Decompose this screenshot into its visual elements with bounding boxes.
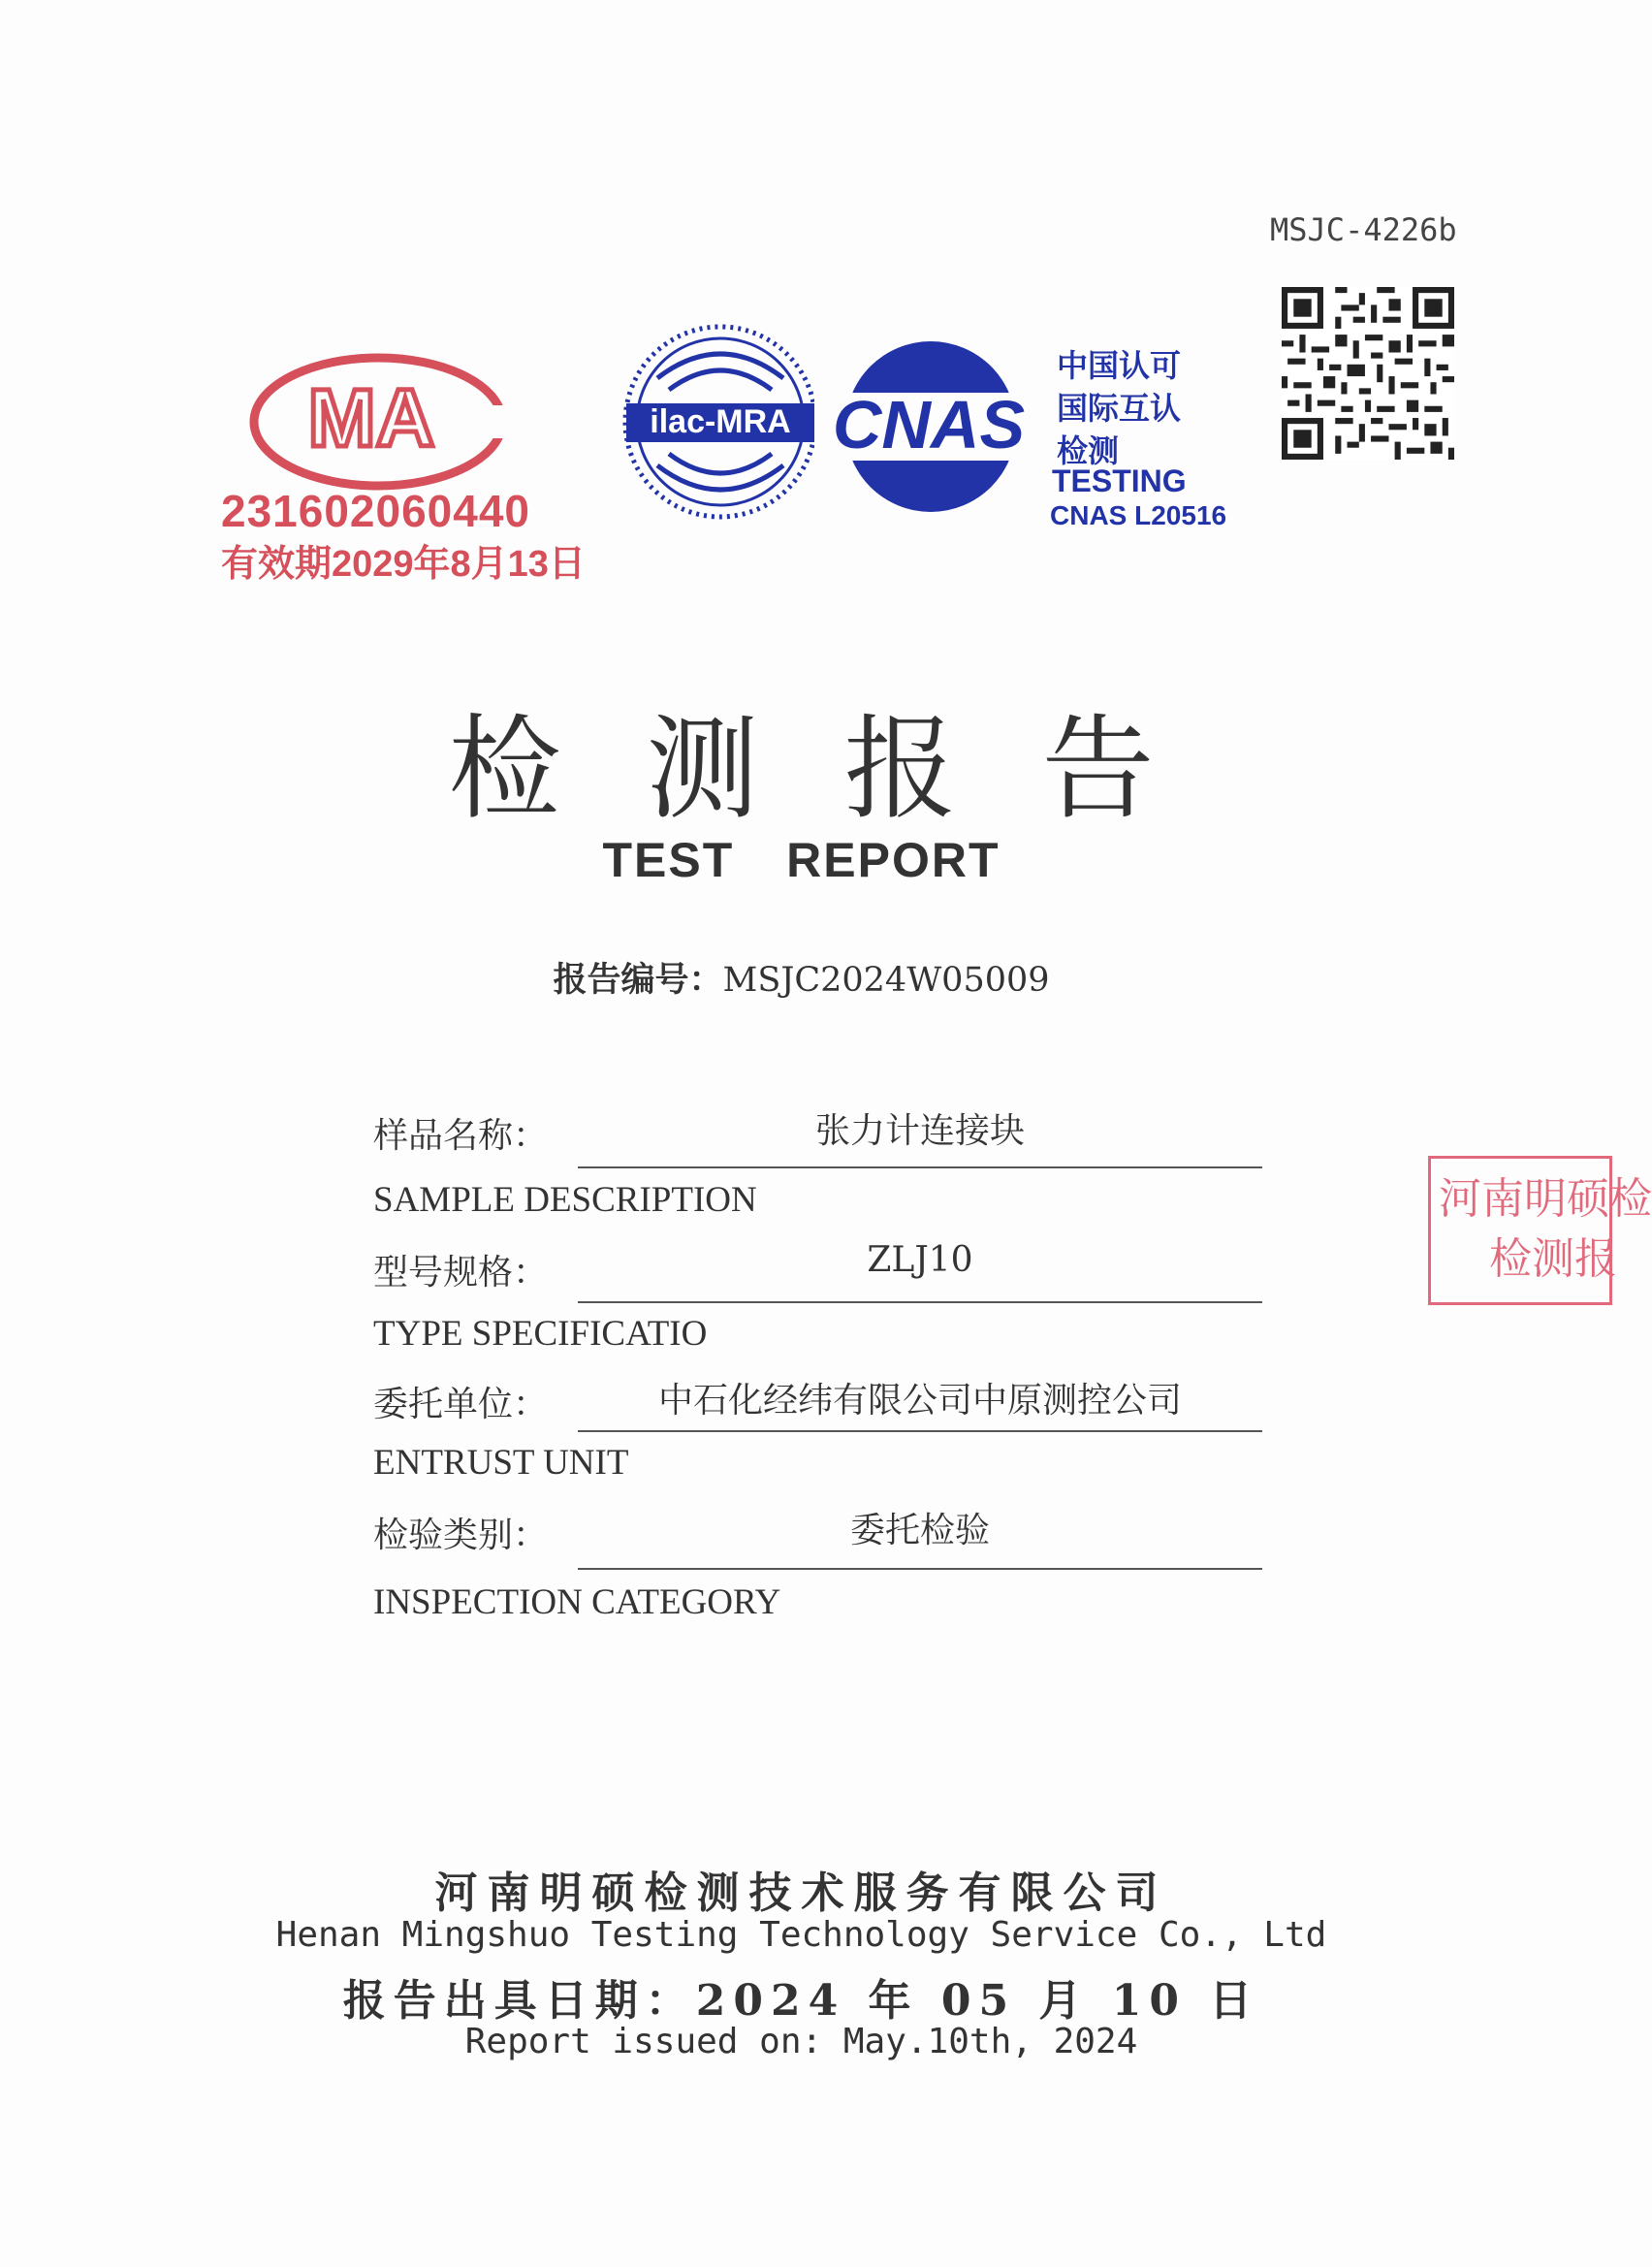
sample-label-cn: 样品名称： [373, 1116, 549, 1156]
report-title-en: TEST REPORT [602, 833, 1001, 887]
report-title-cn: 检测报告 [448, 704, 1240, 835]
category-label-en: INSPECTION CATEGORY [373, 1582, 781, 1622]
issue-date-en: Report issued on: May.10th, 2024 [464, 2022, 1138, 2061]
document-number: MSJC-4226b [1270, 211, 1457, 248]
entrust-value: 中石化经纬有限公司中原测控公司 [657, 1381, 1182, 1421]
type-label-en: TYPE SPECIFICATIO [373, 1314, 708, 1354]
sample-value: 张力计连接块 [814, 1111, 1025, 1151]
report-number-value: MSJC2024W05009 [722, 961, 1050, 1000]
company-name-en: Henan Mingshuo Testing Technology Service Co., Ltd [275, 1915, 1327, 1955]
svg-text:CNAS: CNAS [832, 387, 1026, 463]
svg-text:MA: MA [307, 372, 435, 463]
company-name-cn: 河南明硕检测技术服务有限公司 [434, 1868, 1168, 1918]
category-label-cn: 检验类别： [373, 1516, 549, 1555]
entrust-label-en: ENTRUST UNIT [373, 1443, 629, 1483]
type-label-cn: 型号规格： [373, 1253, 549, 1293]
category-value: 委托检验 [849, 1511, 990, 1550]
report-number-label: 报告编号： [553, 961, 723, 999]
seal-line2: 检测报 [1489, 1235, 1617, 1283]
category-underline [578, 1568, 1262, 1570]
entrust-underline [578, 1430, 1262, 1432]
cnas-cn-line1: 中国认可 [1057, 348, 1182, 383]
company-seal-stamp [1428, 1156, 1652, 1305]
sample-label-en: SAMPLE DESCRIPTION [373, 1180, 757, 1220]
type-value: ZLJ10 [867, 1240, 973, 1280]
ilac-mra-logo [619, 320, 822, 524]
cnas-testing: TESTING [1052, 463, 1187, 498]
cnas-code: CNAS L20516 [1050, 500, 1227, 530]
entrust-label-cn: 委托单位： [373, 1385, 549, 1424]
seal-line1: 河南明硕检 [1439, 1175, 1652, 1223]
cma-code: 231602060440 [221, 486, 530, 536]
cnas-cn-line3: 检测 [1057, 433, 1120, 468]
sample-underline [578, 1166, 1262, 1168]
type-underline [578, 1301, 1262, 1303]
report-number [0, 953, 1603, 1002]
cnas-logo [814, 339, 1042, 514]
qr-code [1282, 287, 1454, 460]
issue-date-cn: 报告出具日期：2024 年 05 月 10 日 [342, 1976, 1260, 2026]
cma-logo [247, 349, 509, 495]
cnas-cn-line2: 国际互认 [1057, 391, 1182, 426]
cma-validity: 有效期2029年8月13日 [221, 544, 586, 585]
svg-text:ilac-MRA: ilac-MRA [650, 403, 791, 440]
